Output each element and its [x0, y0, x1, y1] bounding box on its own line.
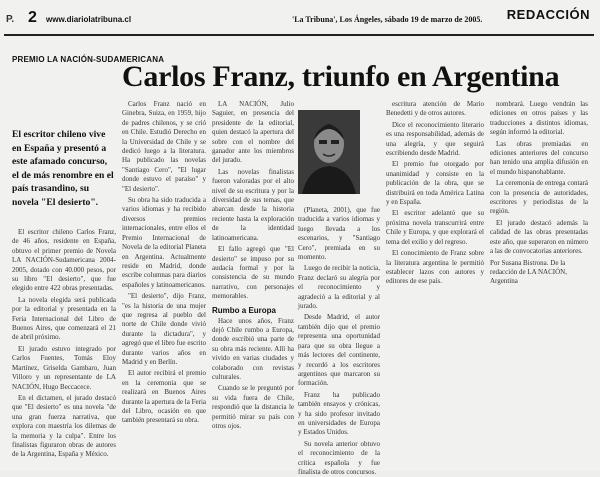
paragraph: Su obra ha sido traducida a varios idiomas y ha recibido diversos premios internacionales, entre ellos el Premio Internacional de Novela de la editorial Planeta en Argentina. Actualmente reside en Madrid, donde escribe columnas para diarios españoles y latinoamericanos.: [122, 196, 206, 289]
column-3: [212, 100, 294, 466]
paragraph: Las obras premiadas en ediciones anteriores del concurso han tenido una amplia difusión en el mundo hispanohablante.: [490, 139, 588, 176]
column-6: [490, 100, 588, 466]
paragraph: Hace unos años, Franz dejó Chile rumbo a Europa, donde escribió una parte de su obra más reciente. Allí ha vivido en varias ciudades y colaborado con revistas culturales.: [212, 316, 294, 381]
byline: Por Susana Bistrona. De la redacción de LA NACIÓN, Argentina: [490, 258, 567, 286]
site-url: www.diariolatribuna.cl: [46, 15, 132, 24]
paragraph: El autor recibirá el premio en la ceremonia que se realizará en Buenos Aires durante la apertura de la Feria del Libro, ocasión en que también presentará su obra.: [122, 369, 206, 425]
paragraph: Dice el reconocimiento literario es una responsabilidad, además de una alegría, y que seguirá escribiendo desde Madrid.: [386, 120, 484, 158]
paragraph: El conocimiento de Franz sobre la literatura argentina le permitió establecer lazos con autores y editores de ese país.: [386, 249, 484, 286]
page-number: 2: [28, 9, 37, 26]
paragraph: La novela elegida será publicada por la editorial y presentada en la Feria Internacional del Libro de Buenos Aires, que comenzará el 21 de abril próximo.: [12, 295, 116, 342]
column-1: [12, 228, 116, 468]
paragraph: (Planeta, 2001), que fue traducida a varios idiomas y luego llevada a los escenarios, y "Santiago Cero", premiada en su momento.: [298, 206, 380, 262]
paragraph: Franz ha publicado también ensayos y crónicas, y ha sido profesor invitado en universidades de Europa y Estados Unidos.: [298, 390, 380, 437]
paragraph: Desde Madrid, el autor también dijo que el premio representa una oportunidad para que su obra llegue a más lectores del continente, y recordó a los escritores argentinos que marcaron su formación.: [298, 313, 380, 388]
masthead-rule: [4, 34, 594, 36]
paragraph: El escritor adelantó que su próxima novela transcurrirá entre Chile y Europa, y que explorará el tema del exilio y del regreso.: [386, 209, 484, 246]
column-4: [298, 206, 380, 476]
section-name: REDACCIÓN: [506, 7, 590, 22]
paragraph: El escritor chileno Carlos Franz, de 46 años, residente en España, obtuvo el primer premio de Novela LA NACIÓN-Sudamericana 2004-2005, dotado con 40.000 pesos, por su libro "El desierto", que fue elegido entre 422 obras presentadas.: [12, 228, 116, 293]
paragraph: Carlos Franz nació en Ginebra, Suiza, en 1959, hijo de padres chilenos, y se crió en Chile. Estudió Derecho en la Universidad de Chile y se dedicó luego a la literatura. Ha publicado las novelas "Santiago Cero", "El lugar donde estuvo el paraíso" y "El desierto".: [122, 100, 206, 193]
paragraph: escritura atención de Mario Benedetti y de otros autores.: [386, 100, 484, 118]
paragraph: El jurado destacó además la calidad de las obras presentadas este año, que superaron en número a las de convocatorias anteriores.: [490, 218, 588, 256]
author-photo: [298, 110, 360, 194]
paragraph: Cuando se le preguntó por su vida fuera de Chile, respondió que la distancia le permitió mirar su país con otros ojos.: [212, 384, 294, 430]
publication-line: 'La Tribuna', Los Ángeles, sábado 19 de marzo de 2005.: [292, 15, 483, 24]
headline: Carlos Franz, triunfo en Argentina: [122, 60, 560, 93]
paragraph: LA NACIÓN, Julio Saguier, en presencia del presidente de la editorial, quien destacó la apertura del sobre con el nombre del ganador ante los miembros del jurado.: [212, 100, 294, 165]
paragraph: El premio fue otorgado por unanimidad y consiste en la publicación de la obra, que se distribuirá en toda América Latina y en España.: [386, 160, 484, 207]
subheading: Rumbo a Europa: [212, 305, 277, 315]
paragraph: Luego de recibir la noticia, Franz declaró su alegría por el reconocimiento y agradeció a la editorial y al jurado.: [298, 264, 380, 311]
paragraph: La ceremonia de entrega contará con la presencia de autoridades, escritores y periodistas de la región.: [490, 179, 588, 216]
deck: El escritor chileno vive en España y presentó a este afamado concurso, el de más renombre en el país trasandino, su novela "El desierto".: [12, 129, 114, 208]
column-5: [386, 100, 484, 466]
kicker: PREMIO LA NACIÓN-SUDAMERICANA: [12, 55, 165, 64]
paragraph: Su novela anterior obtuvo el reconocimiento de la crítica española y fue finalista de otros concursos.: [298, 439, 380, 476]
paragraph: En el dictamen, el jurado destacó que "El desierto" es una novela "de una gran fuerza narrativa, que explora con maestría los dilemas de la memoria y la culpa". Entre los finalistas figuraron obras de autores de la Argentina, España y México.: [12, 393, 116, 459]
paragraph: nombrará. Luego vendrán las ediciones en otros países y las traducciones a distintos idiomas, según informó la editorial.: [490, 100, 588, 137]
portrait-image: [298, 110, 360, 194]
page-letter: P.: [6, 14, 15, 25]
masthead: [4, 4, 596, 44]
paragraph: El jurado estuvo integrado por Carlos Fuentes, Tomás Eloy Martínez, Griselda Gambaro, Juan Villoro y un representante de LA NACIÓN, Hugo Beccacece.: [12, 344, 116, 391]
column-2: [122, 100, 206, 466]
paragraph: El fallo agregó que "El desierto" se impuso por su audacia formal y por la consistencia de su mundo narrativo, con personajes memorables.: [212, 245, 294, 301]
paragraph: Las novelas finalistas fueron valoradas por el alto nivel de su escritura y por la diversidad de sus temas, que abarcan desde la historia reciente hasta la exploración de la identidad latinoamericana.: [212, 167, 294, 242]
paragraph: "El desierto", dijo Franz, "es la historia de una mujer que regresa al pueblo del norte de Chile donde vivió durante la dictadura", y agregó que el libro fue escrito durante varios años en Madrid y en Berlín.: [122, 292, 206, 366]
